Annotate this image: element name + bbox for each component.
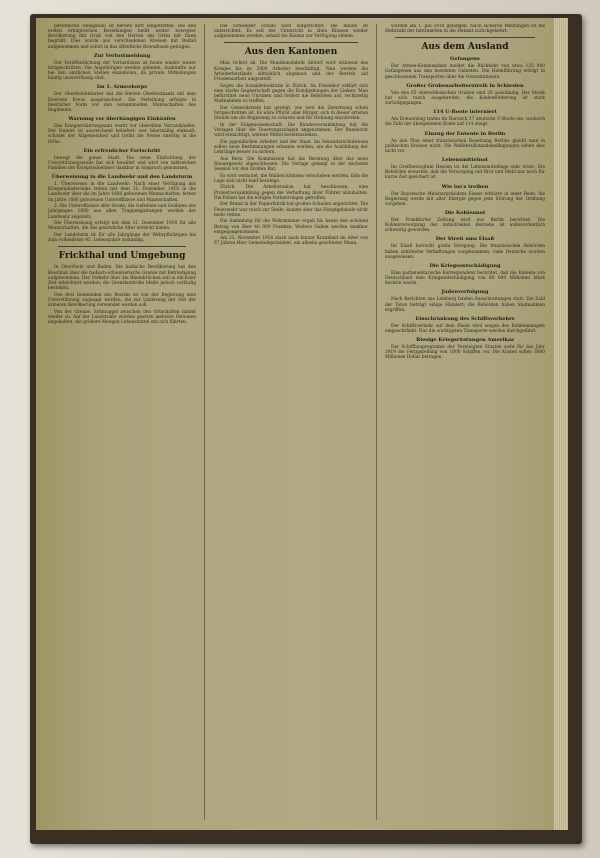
paragraph: Den drei Gemeinden des Bezirks ist von der Regierung eine Unterstützung zugesagt worden, die zur Linderung der Not der ärmeren Bevölkerung verwendet werden soll.	[48, 292, 196, 308]
divider	[58, 246, 186, 247]
section-heading: Ein erfreulicher Fortschritt	[83, 147, 161, 154]
section-heading: Einschränkung des Schiffsverkehrs	[415, 315, 515, 322]
paragraph: Von den 65 oberschlesischen Gruben sind 20 ausständig. Der Streik hat sich rasch ausgebreitet; die Kohlenförderung ist stark zurückgegangen.	[385, 90, 545, 107]
section-heading: 114 U-Boote interniert	[433, 109, 497, 116]
paragraph: Der Veröffentlichung der Verlustlisten ist heute wieder weiter fortgeschritten. Die Angehörigen werden gebeten, Auskünfte nur bei den amtlichen Stellen einzuholen, da private Mitteilungen häufig unzuverlässig sind.	[48, 60, 196, 82]
paragraph: Am 23. November 1918 starb nach kurzer Krankheit im Alter von 67 Jahren Herr Gemeindepräsident, ein allseits geachteter Mann.	[214, 236, 368, 247]
paragraph: In der Eidgenossenschaft: Die Bundesversammlung hat die Vorlagen über die Teuerungszulagen angenommen. Der Bundesrat wird ermächtigt, weitere Mittel bereitzustellen.	[214, 122, 368, 138]
section-heading: Überweisung in die Landwehr und den Landsturm	[51, 174, 193, 181]
paragraph: Nach Berichten aus Lemberg fanden Ausschreitungen statt. Die Zahl der Toten beträgt einige Hundert; die Behörden haben Maßnahmen ergriffen.	[385, 297, 545, 313]
section-heading: Warnung vor überhängigen Einkäufen	[68, 116, 176, 123]
column-left	[48, 24, 196, 824]
paragraph: Der Schiffsverkehr auf dem Rhein wird wegen des Kohlenmangels eingeschränkt. Nur die wichtigsten Transporte werden durchgeführt.	[385, 323, 545, 334]
paragraph: 1. Überwiesen in die Landwehr: Nach einer Verfügung des Kriegsministeriums treten mit dem 31. Dezember 1918 in die Landwehr über die im Jahre 1880 geborenen Mannschaften, ferner im Jahre 1886 geborenen Unteroffiziere und Mannschaften.	[48, 182, 196, 203]
paragraph: Aus Bern. Die Kommission hat die Beratung über das neue Steuergesetz abgeschlossen. Die Vorlage gelangt in der nächsten Session vor den Großen Rat.	[214, 156, 368, 172]
paragraph: An den Plan einer französischen Besetzung Berlins glaubt man in politischen Kreisen nicht. Die Waffenstillstandsbedingungen sehen dies nicht vor.	[385, 138, 545, 154]
headline-ausland: Aus dem Ausland	[421, 42, 509, 53]
paragraph: Eine parlamentarische Korrespondenz berichtet, daß die Entente von Deutschland eine Kriegsentschädigung von 80 000 Millionen Mark fordern werde.	[385, 270, 545, 287]
column-middle	[214, 24, 368, 824]
column-rule	[376, 24, 377, 820]
section-heading: Judenverfolgung	[441, 289, 489, 296]
paragraph: Von der Grenze. Schmuggel zwischen den Ortschaften nimmt wieder zu. Auf der Landstraße wurden gestern mehrere Personen angehalten, die größere Mengen Lebensmittel mit sich führten.	[48, 309, 196, 325]
divider	[224, 42, 358, 43]
paragraph: Die Schweizer Schule wird aufgerichtet. Die Blinde ist unterrichtet. Es soll der Unterricht in allen Klassen wieder aufgenommen werden, sobald die Räume zur Verfügung stehen.	[214, 24, 368, 40]
paragraph: wurden am 1. Juli 1918 gefangen. Nach sicheren Meldungen ist die Mehrzahl der Internierten in die Heimat zurückgekehrt.	[385, 24, 545, 35]
page-edges	[554, 18, 568, 830]
paragraph: Die Überweisung erfolgt mit dem 31. Dezember 1918 für alle Mannschaften, die das gesetzliche Alter erreicht haben.	[48, 221, 196, 232]
paragraph: Der Oberbefehlshaber hat die Herren Oberleutnants mit dem Eisernen Kreuz ausgezeichnet. Die Verleihung erfolgte in feierlicher Form vor den versammelten Mannschaften des Regiments.	[48, 92, 196, 113]
column-right	[385, 24, 545, 824]
paragraph: Der Brand in der Papierfabrik hat großen Schaden angerichtet. Die Feuerwehr war rasch zur Stelle, konnte aber das Hauptgebäude nicht mehr retten.	[214, 202, 368, 218]
column-rule	[204, 24, 205, 820]
paragraph: Der Generalstreik hat gezeigt, wie weit die Zersetzung schon fortgeschritten ist. Es wäre Pflicht aller Bürger, sich in dieser ernsten Stunde um die Regierung zu scharen und für Ordnung einzutreten.	[214, 105, 368, 122]
paragraph: Im Elsaß herrscht große Erregung. Die französischen Behörden haben zahlreiche Verhaftungen vorgenommen; viele Deutsche wurden ausgewiesen.	[385, 244, 545, 260]
paragraph: Im Großherzogtum Hessen ist die Lebensmittellage sehr ernst. Die Behörden erwarten, daß die Versorgung mit Brot und Mehl nur noch für kurze Zeit gesichert ist.	[385, 165, 545, 181]
paragraph: Man richtet ab. Die Munitionsfabrik Altdorf wird während des Krieges bis zu 2000 Arbeiter beschäftigt. Nun werden die Arbeiterbestände allmählich abgebaut und der Betrieb auf Friedensarbeit umgestellt.	[214, 61, 368, 82]
paragraph: Die Sammlung für die Wehrmänner ergab bis heute den schönen Betrag von über 40 000 Franken. Weitere Gaben werden dankbar entgegengenommen.	[214, 219, 368, 235]
paragraph: Das Kriegsernährungsamt warnt vor übereilten Vorratskäufen. Der Handel ist ausreichend beliefert; wer übermäßig einkauft, schadet der Allgemeinheit und treibt die Preise unnötig in die Höhe.	[48, 124, 196, 145]
paragraph: Am Donnerstag trafen im Harwich 27 deutsche U-Boote ein, wodurch die Zahl der übergebenen Boote auf 114 steigt.	[385, 117, 545, 128]
section-heading: Einzug der Entente in Berlin	[424, 130, 506, 137]
paragraph: In Oberrhein und Baden. Die badische Bevölkerung hat den Beschluß über die badisch-schweizerische Grenze mit Befriedigung aufgenommen. Der Verkehr über die Rheinbrücken soll in nächster Zeit erleichtert werden; die Grenzkontrolle bleibt jedoch vorläufig bestehen.	[48, 265, 196, 291]
paragraph: Der Armee-Kommandant meldet die Rückkehr von etwa 125 000 Gefangenen aus den besetzten Gebieten. Die Heimführung erfolgt in geschlossenen Transporten über die Grenzstationen.	[385, 64, 545, 80]
paragraph: Die jugendlichen Arbeiter und der Staat. Im Sekundarschulwesen sollen neue Bestimmungen erlassen werden, um die Ausbildung der Lehrlinge besser zu sichern.	[214, 139, 368, 155]
section-heading: Die Kriegsentschädigung	[429, 262, 501, 269]
divider	[395, 37, 535, 38]
newspaper-page	[36, 18, 568, 830]
paragraph: Zürich. Die Arbeiterunion hat beschlossen, eine Protestversammlung gegen die Verhaftung ihrer Führer abzuhalten. Die Polizei hat die nötigen Vorkehrungen getroffen.	[214, 185, 368, 201]
paragraph: bewegt die ganze Stadt. Die neue Einrichtung der Unterstützungsstelle hat sich bewährt und wird von zahlreichen Familien der Kriegsteilnehmer dankbar in Anspruch genommen.	[48, 155, 196, 171]
headline-frickthal: Frickthal und Umgebung	[58, 251, 186, 262]
section-heading: Zur Verlustmeldung	[93, 52, 151, 59]
section-heading: Im 1. Armeekorps	[96, 84, 148, 91]
section-heading: Gefangene	[450, 56, 480, 63]
paragraph: persönliche Delegation ist bereits dort eingetroffen. Die den ersten erfolgreichen Beziehungen heißt weiter bewegter Bevölkerung mit Gruß von den Herren des Ortes mit Dank begrüßt. Dies wurde aus verschiedenen Kreisen mit Beifall aufgenommen und sofort in das öffentliche Bewußtsein getragen.	[48, 24, 196, 50]
headline-kantone: Aus den Kantonen	[244, 47, 338, 58]
paragraph: 2. Die Unteroffiziere aller Grade, die Gefreiten und Soldaten des Jahrganges 1880 aus allen Truppengattungen werden der Landwehr zugeteilt.	[48, 204, 196, 220]
section-heading: Lebensmittelnot	[442, 157, 488, 164]
section-heading: Großer Grubenarbeiterstreik in Schlesien	[406, 82, 524, 89]
paragraph: Gegen die Sozialdemokratie in Zürich. Im Freienhof erklärt sich eine starke Gegnerschaft gegen die Kundgebungen der Linken. Man befürchtet neue Unruhen und fordert die Behörden auf, rechtzeitig Maßnahmen zu treffen.	[214, 83, 368, 105]
paragraph: Der Frankfurter Zeitung wird aus Berlin berichtet: Die Kohlenversorgung der industriellen Betriebe ist außerordentlich schwierig geworden.	[385, 217, 545, 234]
section-heading: Wie los's treiben	[441, 183, 489, 190]
paragraph: Der Schiffbauprogramm der Vereinigten Staaten sieht für das Jahr 1919 die Fertigstellung von 1600 Schiffen vor. Die Kosten sollen 3000 Millionen Dollar betragen.	[385, 345, 545, 361]
paragraph: Es wird vermutet, die Wahlen könnten verschoben werden, falls die Lage sich nicht bald beruhige.	[214, 173, 368, 184]
paragraph: Der Landsturm ist für alle Jahrgänge der Wehrpflichtigen bis zum vollendeten 45. Lebensjahre zuständig.	[48, 233, 196, 244]
section-heading: Der Streit ums Elsaß	[435, 236, 495, 243]
paragraph: Der Bayerische Ministerpräsident Eisner erklärte in einer Rede, die Regierung werde mit aller Energie gegen jede Störung der Ordnung vorgehen.	[385, 191, 545, 207]
section-heading: Die Kohlennot	[444, 209, 486, 216]
section-heading: Riesige Kriegsrüstungen Amerikas	[416, 337, 514, 344]
